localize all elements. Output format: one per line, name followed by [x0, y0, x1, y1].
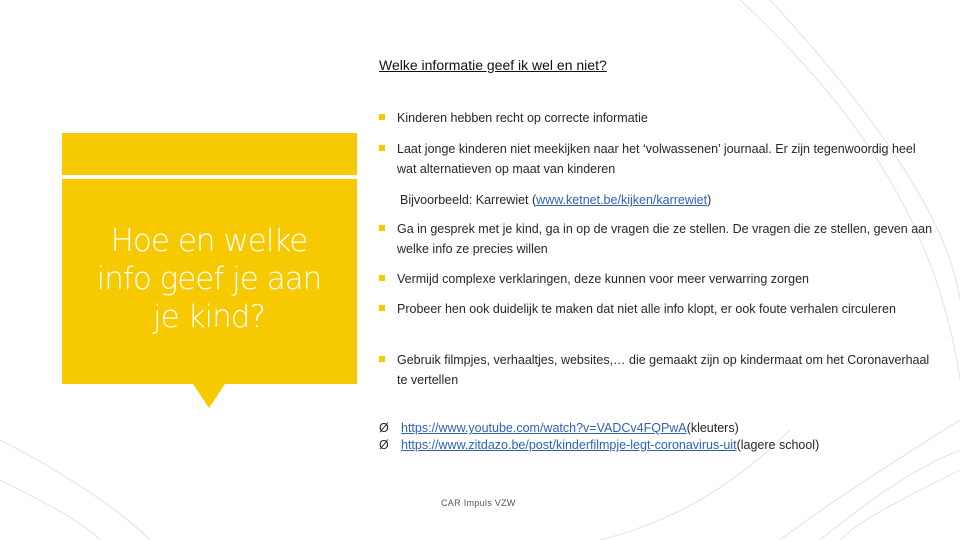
bullet-marker	[379, 356, 385, 362]
bullet-text: Gebruik filmpjes, verhaaltjes, websites,… die gemaakt zijn op kindermaat om het Coronaverhaal te vertellen	[397, 353, 930, 387]
example-line	[400, 190, 711, 210]
bullet-text: Probeer hen ook duidelijk te maken dat niet alle info klopt, er ook foute verhalen circuleren	[397, 302, 896, 316]
side-box-heading: Hoe en welke info geef je aan je kind?	[96, 223, 322, 336]
bullet-marker	[379, 225, 385, 231]
bullet-marker	[379, 305, 385, 311]
bullet-marker	[379, 145, 385, 151]
accent-strip	[62, 133, 357, 175]
slide-title: Welke informatie geef ik wel en niet?	[379, 57, 607, 73]
bullet-text: Kinderen hebben recht op correcte informatie	[397, 111, 648, 125]
karrewiet-link[interactable]: www.ketnet.be/kijken/karrewiet	[536, 193, 708, 207]
link-item	[379, 419, 739, 437]
arrow-bullet-icon: Ø	[379, 421, 389, 435]
bullet-item	[379, 108, 934, 128]
bullet-marker	[379, 114, 385, 120]
bullet-marker	[379, 275, 385, 281]
bullet-item	[379, 139, 934, 179]
footer-text: CAR Impuls VZW	[441, 498, 516, 508]
link-item	[379, 436, 819, 454]
arrow-bullet-icon: Ø	[379, 438, 389, 452]
bullet-text: Vermijd complexe verklaringen, deze kunnen voor meer verwarring zorgen	[397, 272, 810, 286]
zitdazo-link[interactable]: https://www.zitdazo.be/post/kinderfilmpje-legt-coronavirus-uit	[401, 438, 737, 452]
callout-pointer	[193, 384, 225, 408]
example-suffix: )	[707, 193, 712, 207]
bullet-item	[379, 350, 934, 390]
bullet-text: Laat jonge kinderen niet meekijken naar het ‘volwassenen’ journaal. Er zijn tegenwoordig heel wat alternatieven op maat van kinderen	[397, 142, 916, 176]
link-note: (lagere school)	[736, 438, 820, 452]
link-note: (kleuters)	[686, 421, 739, 435]
bullet-item	[379, 299, 934, 319]
youtube-link[interactable]: https://www.youtube.com/watch?v=VADCv4FQPwA	[401, 421, 687, 435]
bullet-item	[379, 219, 934, 259]
example-prefix: Bijvoorbeeld: Karrewiet (	[400, 193, 537, 207]
bullet-item	[379, 269, 934, 289]
bullet-text: Ga in gesprek met je kind, ga in op de vragen die ze stellen. De vragen die ze stellen, geven aan welke info ze precies willen	[397, 222, 933, 256]
